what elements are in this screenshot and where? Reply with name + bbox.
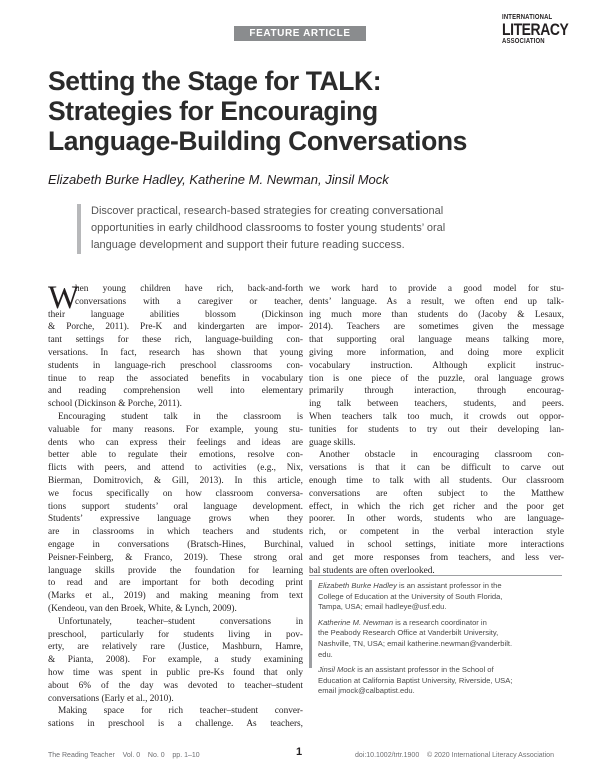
body-line: & Porche, 2011). Pre-K and kindergarten are impor- xyxy=(48,322,303,333)
body-line: school (Dickinson & Porche, 2011). xyxy=(48,399,182,410)
footer-volume: Vol. 0 xyxy=(122,752,141,759)
bio-author-name: Elizabeth Burke Hadley xyxy=(318,581,397,590)
bio-line: College of Education at the University of South Florida, xyxy=(318,591,503,601)
section-label: FEATURE ARTICLE xyxy=(234,26,366,41)
bio-line xyxy=(318,665,563,676)
title-line: Strategies for Encouraging xyxy=(48,96,378,126)
body-line: are in classrooms in which teachers and students xyxy=(48,527,303,538)
bio-author-name: Jinsil Mock xyxy=(318,665,356,675)
body-line: Bierman, Domitrovich, & Gill, 2013). In this article, xyxy=(48,475,303,486)
footer-citation xyxy=(48,752,200,759)
body-line: valuable for many reasons. For example, young stu- xyxy=(48,424,303,435)
body-column-right xyxy=(309,283,564,577)
body-line: versations. In fact, research has shown that young xyxy=(48,347,303,358)
body-line: tions support students’ oral language development. xyxy=(48,501,303,512)
page-number: 1 xyxy=(296,746,303,758)
bio-line: Education at California Baptist University, Riverside, USA; xyxy=(318,675,513,685)
body-line: hen young children have rich, back-and-forth xyxy=(75,284,303,294)
bio-line xyxy=(318,618,563,629)
body-line: enough time to talk with all students. Our classroom xyxy=(309,475,564,486)
bio-text: is a research coordinator in xyxy=(393,617,487,627)
body-line: and reading comprehension well into elementary xyxy=(48,386,303,397)
body-line: Students’ expressive language grows when they xyxy=(48,514,303,525)
bio-line xyxy=(318,581,563,592)
body-line: Unfortunately, teacher–student conversations in xyxy=(58,616,303,627)
footer-issue: No. 0 xyxy=(147,752,165,759)
footer-pages: pp. 1–10 xyxy=(172,752,200,759)
body-line: valued in school settings, initiate more interactions xyxy=(309,539,564,550)
body-line: effect, in which the rich get richer and the poor get xyxy=(309,501,564,512)
body-line: (Kendeou, van den Broek, White, & Lynch, 2009). xyxy=(48,603,237,614)
footer-doi: doi:10.1002/trtr.1900 xyxy=(355,752,420,759)
body-line: vocabulary instruction. Although explicit instruc- xyxy=(309,360,564,371)
body-line: that supporting oral language means talking more, xyxy=(309,335,564,346)
body-line: we work hard to provide a good model for stu- xyxy=(309,284,564,294)
bio-line: Nashville, TN, USA; email katherine.newman@vanderbilt. xyxy=(318,638,513,648)
body-line: rich, or competent in the verbal interaction style xyxy=(309,527,564,538)
body-line: better able to regulate their emotions, resolve con- xyxy=(48,450,303,461)
abstract xyxy=(91,203,511,254)
abstract-line: language development and support their future reading success. xyxy=(91,239,405,251)
body-line: about 6% of the day was devoted to teacher–student xyxy=(48,680,303,691)
author-list: Elizabeth Burke Hadley, Katherine M. Newman, Jinsil Mock xyxy=(48,172,389,187)
body-line: guage skills. xyxy=(309,437,356,448)
body-line: tunities for students to try out their developing lan- xyxy=(309,424,564,435)
footer-doi-copyright xyxy=(355,752,554,759)
body-line: their language abilities blossom (Dickinson xyxy=(48,309,303,320)
body-line: students in language-rich preschool classrooms con- xyxy=(48,360,303,371)
body-line: tinue to reap the associated benefits in vocabulary xyxy=(48,373,303,384)
body-line: Another obstacle in encouraging classroom con- xyxy=(319,450,564,461)
body-line: engage in conversations (Bratsch-Hines, Burchinal, xyxy=(48,539,303,550)
body-line: ing talk between teachers, students, and peers. xyxy=(309,399,564,410)
body-line: Encouraging student talk in the classroom is xyxy=(58,411,303,422)
author-bios xyxy=(318,581,563,697)
bio-author-name: Katherine M. Newman xyxy=(318,617,394,627)
drop-cap: W xyxy=(48,280,80,316)
body-line: When teachers talk too much, it crowds out oppor- xyxy=(309,411,564,422)
bio-text: is an assistant professor in the School of xyxy=(355,665,494,675)
article-title xyxy=(48,66,568,156)
author-bio-rule xyxy=(309,580,312,668)
body-line: sations in preschool is a challenge. As teachers, xyxy=(48,719,303,730)
logo-line-3: ASSOCIATION xyxy=(502,38,545,45)
body-line: Making space for rich teacher–student conver- xyxy=(58,706,303,717)
body-line: to read and are important for both decoding print xyxy=(48,578,303,589)
body-line: bal students are often overlooked. xyxy=(309,565,435,576)
footer-journal: The Reading Teacher xyxy=(48,752,115,759)
bio-line: the Peabody Research Office at Vanderbilt University, xyxy=(318,628,499,638)
body-line: Peisner-Feinberg, & Franco, 2019). These strong oral xyxy=(48,552,303,563)
body-line: language skills provide the foundation for learning xyxy=(48,565,303,576)
body-line: and get more responses from teachers, and less ver- xyxy=(309,552,564,563)
body-line: tion is one piece of the puzzle, oral language grows xyxy=(309,373,564,384)
body-line: tant settings for these rich, language-building con- xyxy=(48,335,303,346)
abstract-line: Discover practical, research-based strategies for creating conversational xyxy=(91,205,444,217)
body-line: preschool, particularly for students living in pov- xyxy=(48,629,303,640)
body-line: flicts with peers, and attend to activities (e.g., Nix, xyxy=(48,463,303,474)
abstract-rule xyxy=(77,204,81,254)
abstract-line: opportunities in early childhood classrooms to foster young students’ oral xyxy=(91,222,446,234)
body-line: giving more information, and doing more explicit xyxy=(309,347,564,358)
body-line: conversations are often subject to the Matthew xyxy=(309,488,564,499)
body-line: dents who can express their feelings and ideas are xyxy=(48,437,303,448)
body-line: dents’ language. As a result, we often end up talk- xyxy=(309,296,564,307)
title-line: Setting the Stage for TALK: xyxy=(48,66,382,96)
body-line: erty, are relatively rare (Justice, Mashburn, Hamre, xyxy=(48,642,303,653)
body-line: 2014). Teachers are sometimes given the message xyxy=(309,322,564,333)
body-line: (Marks et al., 2019) and making meaning from text xyxy=(48,591,303,602)
title-line: Language-Building Conversations xyxy=(48,126,467,156)
bio-line: email jmock@calbaptist.edu. xyxy=(318,686,415,696)
bio-text: is an assistant professor in the xyxy=(396,581,502,590)
body-line: conversations (Early et al., 2010). xyxy=(48,693,174,704)
logo-line-2: LITERACY xyxy=(502,20,569,39)
body-column-left xyxy=(48,280,303,731)
body-line: & Pianta, 2008). For example, a study examining xyxy=(48,655,303,666)
body-line: how time was spent in public pre-Ks found that only xyxy=(48,667,303,678)
body-line: primarily through interaction, through encourag- xyxy=(309,386,564,397)
body-line: ing much more than students do (Jacoby & Lesaux, xyxy=(309,309,564,320)
bio-line: Tampa, USA; email hadleye@usf.edu. xyxy=(318,602,447,612)
publisher-logo xyxy=(502,14,570,45)
footer-copyright: © 2020 International Literacy Association xyxy=(427,752,554,759)
logo-line-1: INTERNATIONAL xyxy=(502,14,553,21)
body-line: poorer. In other words, students who are language- xyxy=(309,514,564,525)
body-line: conversations with a caregiver or teacher, xyxy=(75,296,303,307)
body-line: we focus specifically on how classroom conversa- xyxy=(48,488,303,499)
body-line: versations is that it can be difficult to carve out xyxy=(309,463,564,474)
bio-line: edu. xyxy=(318,649,333,659)
